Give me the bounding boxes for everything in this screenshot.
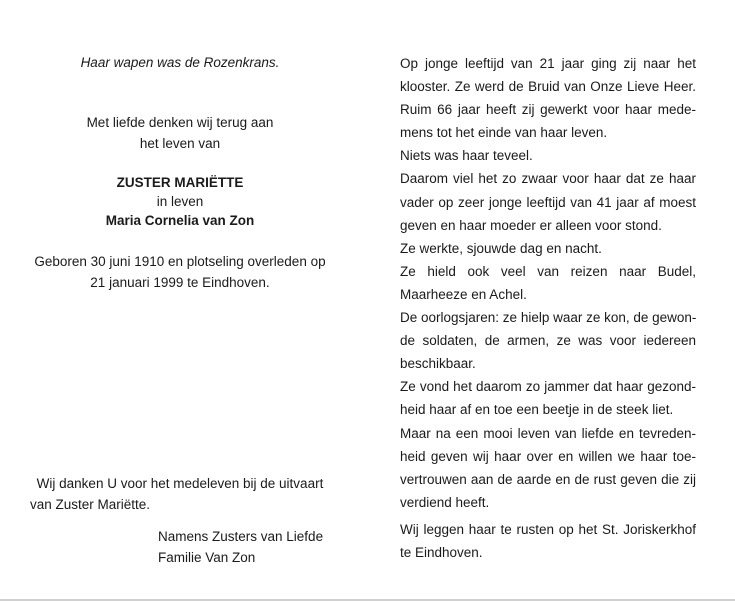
closing-line-2: te Eindhoven. [400,545,483,561]
motto: Haar wapen was de Rozenkrans. [80,55,280,70]
biography-line: Ze vond het daarom zo jammer dat haar gezond- [400,379,696,395]
biography-line: geven en haar moeder er alleen voor stond. [400,217,662,233]
signature-line-2: Familie Van Zon [158,550,256,565]
biography-line: De oorlogsjaren: ze hielp waar ze kon, de gewon- [400,310,697,326]
biography-line: vertrouwen aan de aarde en de rust geven die zij [400,471,696,487]
biography-line: heid haar af en toe een beetje in de steek liet. [400,402,674,418]
biography-line: mens tot het einde van haar leven. [400,125,608,141]
biography-line: Niets was haar teveel. [400,148,533,164]
biography-line: de soldaten, de armen, ze was voor iedereen [400,333,696,349]
biography-line: Ze hield ook veel van reizen naar Budel, [400,263,696,279]
intro-line-1: Met liefde denken wij terug aan [86,115,274,130]
biography-line: Daarom viel het zo zwaar voor haar dat ze haar [400,171,696,187]
biography-line: Op jonge leeftijd van 21 jaar ging zij naar het [400,56,696,71]
biography-line: vader op zeer jonge leeftijd van 41 jaar af moest [400,194,696,210]
signature-line-1: Namens Zusters van Liefde [158,529,324,544]
closing-text [400,518,696,564]
dates-line-2: 21 januari 1999 te Eindhoven. [90,275,270,290]
closing-line-1: Wij leggen haar te rusten op het St. Joriskerkhof [400,522,696,537]
biography-line: beschikbaar. [400,356,476,372]
biography-line: Ze werkte, sjouwde dag en nacht. [400,240,602,256]
thanks-line-2: van Zuster Mariëtte. [30,497,151,512]
biography-line: Ruim 66 jaar heeft zij gewerkt voor haar mede- [400,102,696,118]
biography-text [400,52,696,514]
name-title: ZUSTER MARIËTTE [116,175,244,190]
in-leven-label: in leven [156,194,204,209]
thanks-line-1: Wij danken U voor het medeleven bij de uitvaart [36,476,324,491]
bottom-edge [0,599,735,601]
biography-line: Maar na een mooi leven van liefde en tevreden- [400,425,696,441]
right-panel [400,52,697,561]
dates-line-1: Geboren 30 juni 1910 en plotseling overleden op [34,254,326,269]
biography-line: klooster. Ze werd de Bruid van Onze Lieve Heer. [400,79,696,95]
biography-line: verdiend heeft. [400,494,490,510]
biography-line: heid geven wij haar over en willen we haar toe- [400,448,696,464]
intro-line-2: het leven van [139,136,221,151]
full-name: Maria Cornelia van Zon [105,213,255,228]
biography-line: Maarheeze en Achel. [400,286,527,302]
